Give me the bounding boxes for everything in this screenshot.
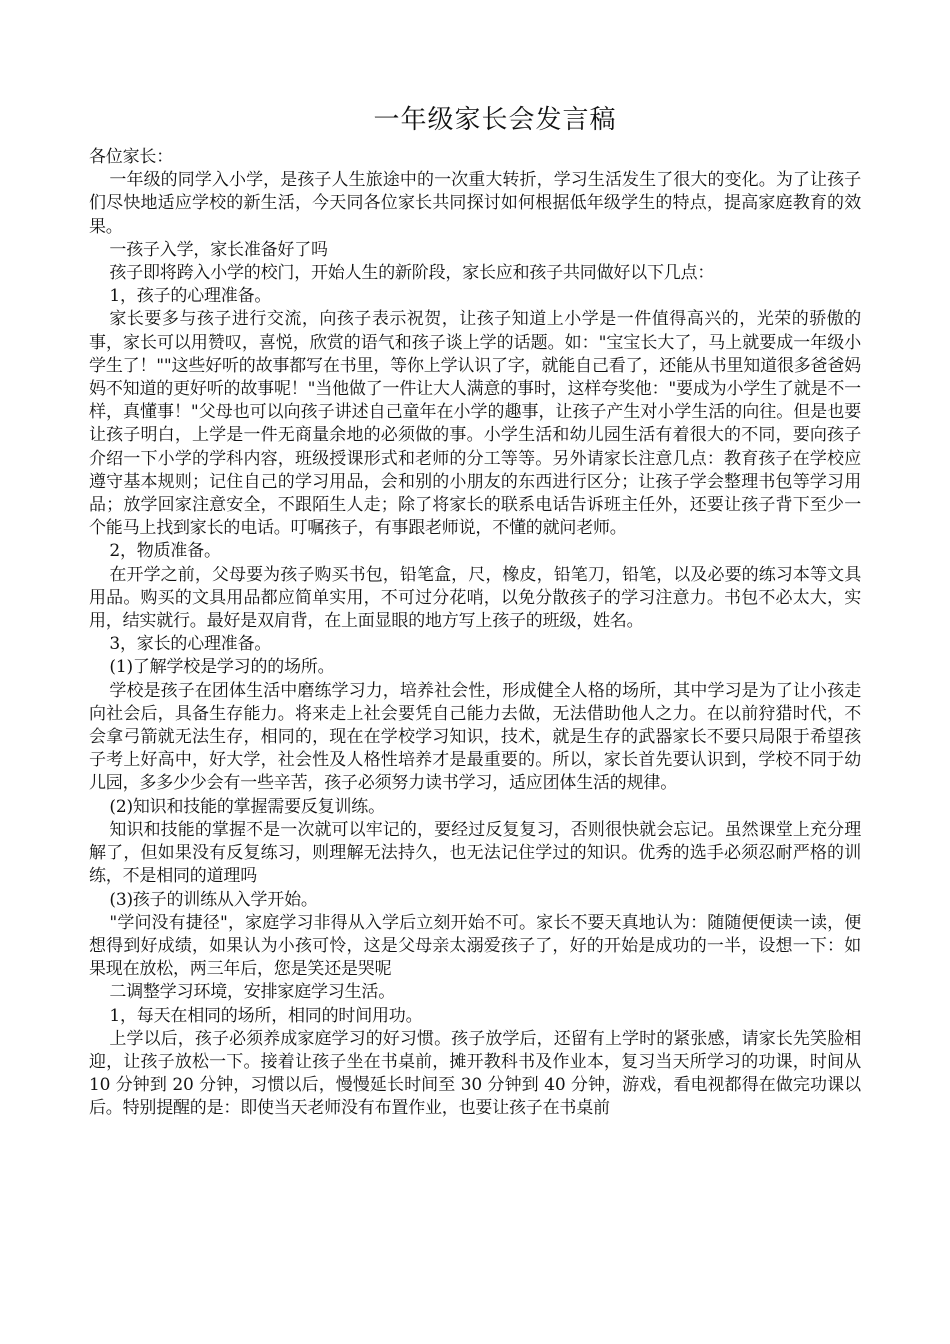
body-paragraph: (2)知识和技能的掌握需要反复训练。 bbox=[109, 796, 385, 817]
body-paragraph: 上学以后，孩子必须养成家庭学习的好习惯。孩子放学后，还留有上学时的紧张感，请家长先笑脸相迎，让孩子放松一下。接着让孩子坐在书桌前，摊开教科书及作业本，复习当天所学习的功课，时间从 10 分钟到 20 分钟，习惯以后，慢慢延长时间至 30 分钟到 40 分钟，游戏，看电视都得在做完功课以后。特别提醒的是：即使当天老师没有布置作业，也要让孩子在书桌前 bbox=[89, 1028, 861, 1119]
document-body bbox=[89, 146, 861, 1121]
body-paragraph: 在开学之前，父母要为孩子购买书包，铅笔盒，尺，橡皮，铅笔刀，铅笔，以及必要的练习本等文具用品。购买的文具用品都应简单实用，不可过分花哨，以免分散孩子的学习注意力。书包不必太大，实用，结实就行。最好是双肩背，在上面显眼的地方写上孩子的班级，姓名。 bbox=[89, 564, 861, 632]
body-paragraph: 1，孩子的心理准备。 bbox=[109, 286, 272, 307]
body-paragraph: 知识和技能的掌握不是一次就可以牢记的，要经过反复复习，否则很快就会忘记。虽然课堂上充分理解了，但如果没有反复练习，则理解无法持久，也无法记住学过的知识。优秀的选手必须忍耐严格的训练，不是相同的道理吗 bbox=[89, 819, 861, 887]
body-paragraph: 2，物质准备。 bbox=[109, 541, 221, 562]
body-paragraph: 家长要多与孩子进行交流，向孩子表示祝贺，让孩子知道上小学是一件值得高兴的，光荣的骄傲的事，家长可以用赞叹，喜悦，欣赏的语气和孩子谈上学的话题。如："宝宝长大了，马上就要成一年级小学生了！""这些好听的故事都写在书里，等你上学认识了字，就能自己看了，还能从书里知道很多爸爸妈妈不知道的更好听的故事呢！"当他做了一件让大人满意的事时，这样夸奖他："要成为小学生了就是不一样，真懂事！"父母也可以向孩子讲述自己童年在小学的趣事，让孩子产生对小学生活的向往。但是也要让孩子明白，上学是一件无商量余地的必须做的事。小学生活和幼儿园生活有着很大的不同，要向孩子介绍一下小学的学科内容，班级授课形式和老师的分工等等。另外请家长注意几点：教育孩子在学校应遵守基本规则；记住自己的学习用品，会和别的小朋友的东西进行区分；让孩子学会整理书包等学习用品；放学回家注意安全，不跟陌生人走；除了将家长的联系电话告诉班主任外，还要让孩子背下至少一个能马上找到家长的电话。叮嘱孩子，有事跟老师说，不懂的就问老师。 bbox=[89, 309, 861, 539]
body-paragraph: 一孩子入学，家长准备好了吗 bbox=[109, 239, 328, 260]
body-paragraph: 学校是孩子在团体生活中磨练学习力，培养社会性，形成健全人格的场所，其中学习是为了让小孩走向社会后，具备生存能力。将来走上社会要凭自己能力去做，无法借助他人之力。在以前狩猎时代，不会拿弓箭就无法生存，相同的，现在在学校学习知识，技术，就是生存的武器家长不要只局限于希望孩子考上好高中，好大学，社会性及人格性培养才是最重要的。所以，家长首先要认识到，学校不同于幼儿园，多多少少会有一些辛苦，孩子必须努力读书学习，适应团体生活的规律。 bbox=[89, 680, 861, 794]
body-paragraph: 1，每天在相同的场所，相同的时间用功。 bbox=[109, 1005, 423, 1026]
body-paragraph: 二调整学习环境，安排家庭学习生活。 bbox=[109, 982, 395, 1003]
body-paragraph: "学问没有捷径"，家庭学习非得从入学后立刻开始不可。家长不要天真地认为：随随便便读一读，便想得到好成绩，如果认为小孩可怜，这是父母亲太溺爱孩子了，好的开始是成功的一半，设想一下：如果现在放松，两三年后，您是笑还是哭呢 bbox=[89, 912, 861, 980]
document-title: 一年级家长会发言稿 bbox=[373, 105, 617, 135]
body-paragraph: 3，家长的心理准备。 bbox=[109, 634, 272, 655]
body-paragraph: (1)了解学校是学习的的场所。 bbox=[109, 657, 335, 678]
body-paragraph: 孩子即将跨入小学的校门，开始人生的新阶段，家长应和孩子共同做好以下几点： bbox=[109, 263, 715, 284]
greeting-line: 各位家长： bbox=[89, 147, 173, 167]
document-page bbox=[89, 102, 861, 1121]
body-paragraph: (3)孩子的训练从入学开始。 bbox=[109, 889, 318, 910]
body-paragraph: 一年级的同学入小学，是孩子人生旅途中的一次重大转折，学习生活发生了很大的变化。为了让孩子们尽快地适应学校的新生活，今天同各位家长共同探讨如何根据低年级学生的特点，提高家庭教育的效果。 bbox=[89, 170, 861, 237]
